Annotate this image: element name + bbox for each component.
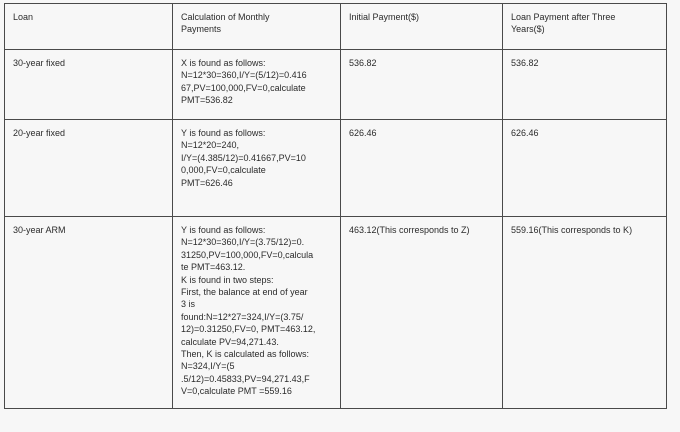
- cell-loan: 20-year fixed: [5, 120, 173, 217]
- cell-initial-payment: 536.82: [341, 50, 503, 120]
- cell-payment-after-three-years: 626.46: [503, 120, 667, 217]
- cell-loan: 30-year fixed: [5, 50, 173, 120]
- header-initial-payment: Initial Payment($): [341, 4, 503, 50]
- table-row: [5, 217, 667, 409]
- cell-loan: 30-year ARM: [5, 217, 173, 409]
- cell-initial-payment: 463.12(This corresponds to Z): [341, 217, 503, 409]
- cell-calculation: X is found as follows: N=12*30=360,I/Y=(5/12)=0.416 67,PV=100,000,FV=0,calculate PMT=536.82: [173, 50, 341, 120]
- header-payment-after-three-years: Loan Payment after Three Years($): [503, 4, 667, 50]
- table-row: [5, 50, 667, 120]
- cell-payment-after-three-years: 536.82: [503, 50, 667, 120]
- cell-payment-after-three-years: 559.16(This corresponds to K): [503, 217, 667, 409]
- cell-initial-payment: 626.46: [341, 120, 503, 217]
- header-loan: Loan: [5, 4, 173, 50]
- table-header-row: [5, 4, 667, 50]
- cell-calculation: Y is found as follows: N=12*30=360,I/Y=(3.75/12)=0. 31250,PV=100,000,FV=0,calcula te PMT=463.12. K is found in two steps: First, the balance at end of year 3 is found:N=12*27=324,I/Y=(3.75/ 12)=0.31250,FV=0, PMT=463.12, calculate PV=94,271.43. Then, K is calculated as follows: N=324,I/Y=(5 .5/12)=0.45833,PV=94,271.43,F V=0,calculate PMT =559.16: [173, 217, 341, 409]
- header-calculation: Calculation of Monthly Payments: [173, 4, 341, 50]
- loan-comparison-table: [4, 3, 667, 409]
- cell-calculation: Y is found as follows: N=12*20=240, I/Y=(4.385/12)=0.41667,PV=10 0,000,FV=0,calculate PMT=626.46: [173, 120, 341, 217]
- table-row: [5, 120, 667, 217]
